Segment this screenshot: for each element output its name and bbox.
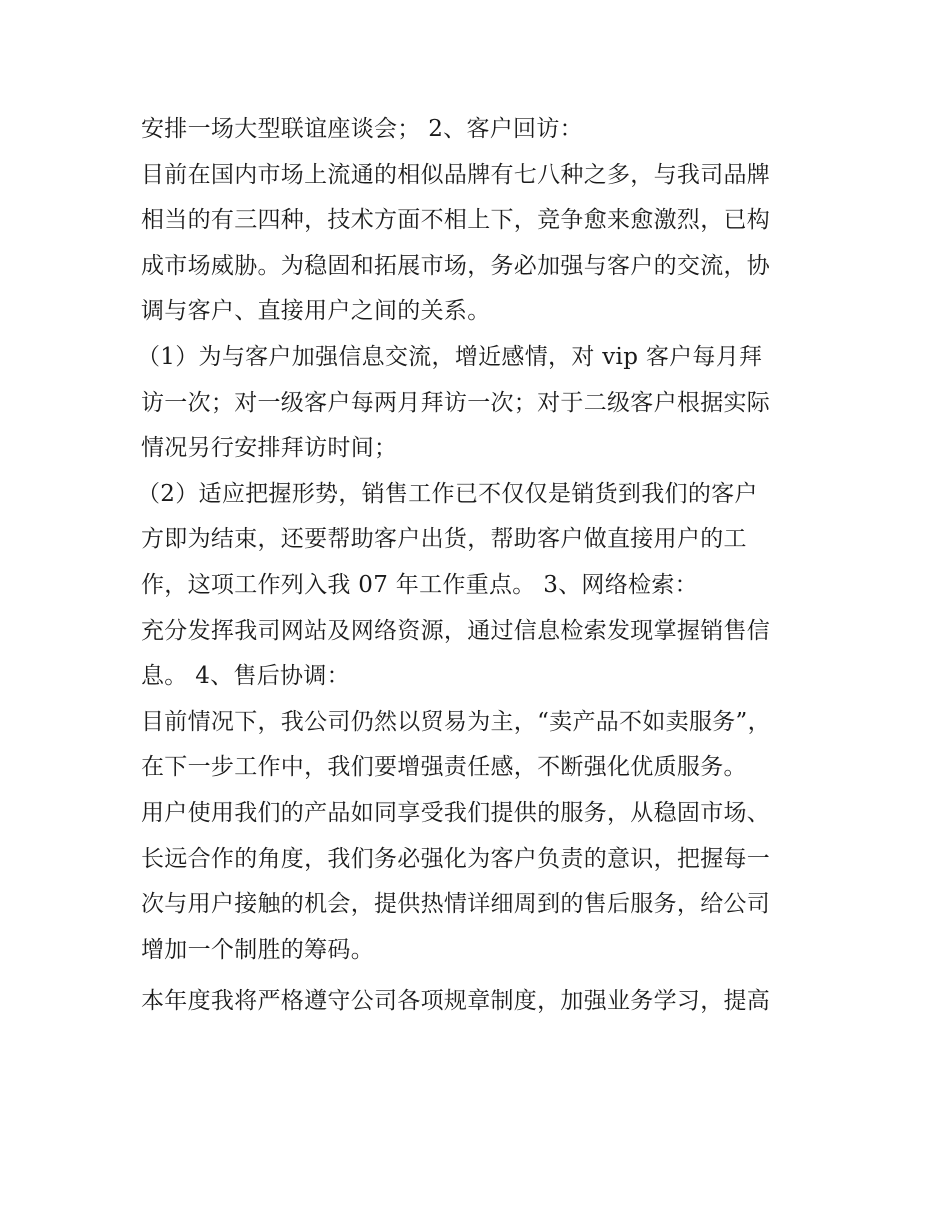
text-line: 相当的有三四种，技术方面不相上下，竞争愈来愈激烈，已构	[141, 207, 771, 234]
text-line: 息。 4、售后协调：	[141, 663, 350, 690]
text-line: 本年度我将严格遵守公司各项规章制度，加强业务学习，提高	[141, 988, 771, 1015]
text-line: 目前情况下，我公司仍然以贸易为主，“卖产品不如卖服务”，	[141, 708, 771, 735]
body-text	[137, 107, 821, 1025]
text-line: 安排一场大型联谊座谈会； 2、客户回访：	[141, 116, 583, 142]
text-line: 调与客户、直接用户之间的关系。	[141, 298, 491, 325]
text-line: （2）适应把握形势，销售工作已不仅仅是销货到我们的客户	[137, 480, 758, 507]
text-line: 增加一个制胜的筹码。	[141, 936, 374, 963]
text-line: 在下一步工作中，我们要增强责任感，不断强化优质服务。	[141, 754, 747, 781]
text-line: 情况另行安排拜访时间；	[141, 435, 398, 462]
text-line: 作，这项工作列入我 07 年工作重点。 3、网络检索：	[141, 571, 698, 598]
text-line: （1）为与客户加强信息交流，增近感情，对 vip 客户每月拜	[137, 343, 763, 370]
text-line: 方即为结束，还要帮助客户出货，帮助客户做直接用户的工	[141, 526, 747, 553]
text-line: 目前在国内市场上流通的相似品牌有七八种之多，与我司品牌	[141, 161, 771, 188]
text-line: 次与用户接触的机会，提供热情详细周到的售后服务，给公司	[141, 891, 771, 918]
text-line: 用户使用我们的产品如同享受我们提供的服务，从稳固市场、	[141, 799, 771, 826]
text-line: 访一次；对一级客户每两月拜访一次；对于二级客户根据实际	[141, 389, 771, 416]
text-line: 长远合作的角度，我们务必强化为客户负责的意识，把握每一	[141, 845, 771, 872]
text-line: 充分发挥我司网站及网络资源，通过信息检索发现掌握销售信	[141, 617, 771, 644]
text-line: 成市场威胁。为稳固和拓展市场，务必加强与客户的交流，协	[141, 252, 771, 279]
